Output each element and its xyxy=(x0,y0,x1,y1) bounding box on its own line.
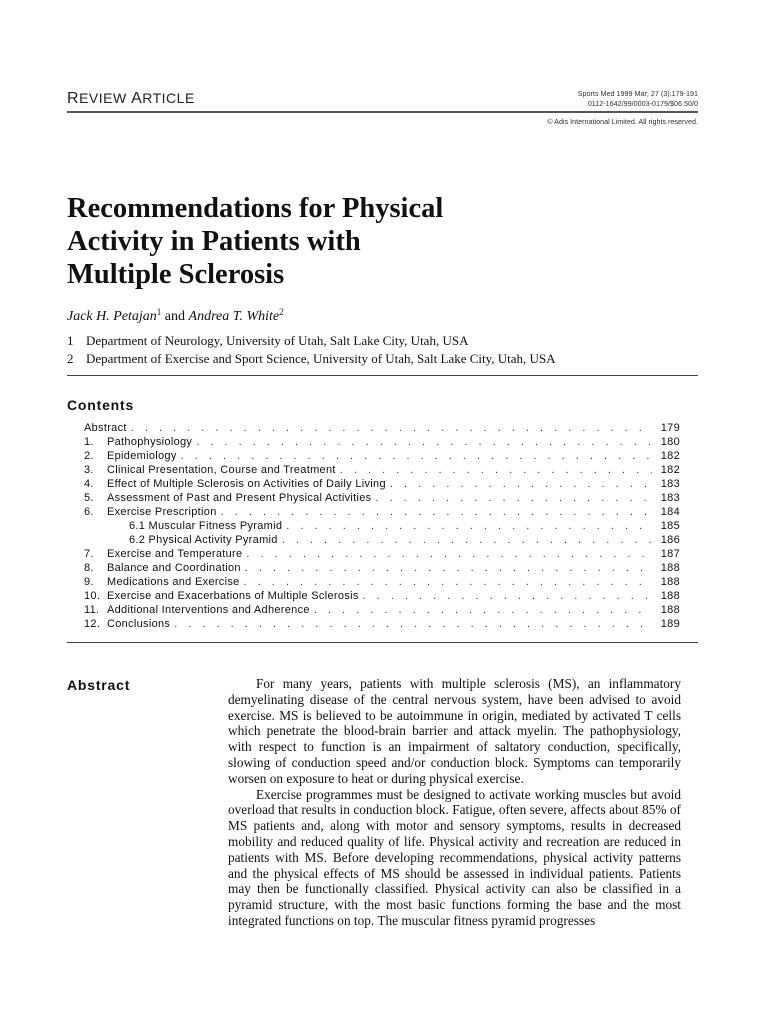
toc-entry-title: 6.2 Physical Activity Pyramid xyxy=(129,534,278,546)
toc-entry-number: 6. xyxy=(84,506,94,518)
toc-entry-number: 8. xyxy=(84,562,94,574)
copyright-notice: © Adis International Limited. All rights reserved. xyxy=(547,117,698,126)
toc-entry-title: Exercise and Temperature xyxy=(107,548,243,560)
toc-entry-title: Exercise and Exacerbations of Multiple Sclerosis xyxy=(107,590,359,602)
toc-leader-dots xyxy=(286,519,652,533)
toc-entry[interactable] xyxy=(84,491,680,505)
toc-page-number: 179 xyxy=(660,422,680,434)
toc-entry-number: 10. xyxy=(84,590,101,602)
toc-page-number: 188 xyxy=(660,576,680,588)
abstract-body xyxy=(228,676,681,929)
toc-entry-number: 11. xyxy=(84,604,100,616)
affiliation xyxy=(67,350,556,368)
author-affiliation-marker: 1 xyxy=(156,307,162,317)
toc-leader-dots xyxy=(282,533,652,547)
affiliations xyxy=(67,332,556,368)
toc-leader-dots xyxy=(244,575,652,589)
toc-entry-title: Balance and Coordination xyxy=(107,562,241,574)
toc-entry[interactable] xyxy=(84,421,680,435)
author-name: Jack H. Petajan xyxy=(67,309,157,324)
toc-entry-title: Assessment of Past and Present Physical Activities xyxy=(107,492,372,504)
toc-page-number: 183 xyxy=(660,492,680,504)
toc-entry[interactable] xyxy=(84,477,680,491)
affiliation-text: Department of Exercise and Sport Science, University of Utah, Salt Lake City, Utah, USA xyxy=(86,351,556,366)
toc-entry-title: 6.1 Muscular Fitness Pyramid xyxy=(129,520,283,532)
toc-leader-dots xyxy=(340,463,652,477)
toc-leader-dots xyxy=(196,435,652,449)
toc-entry-number: 7. xyxy=(84,548,94,560)
toc-entry[interactable] xyxy=(84,547,680,561)
toc-leader-dots xyxy=(390,477,652,491)
affiliation-number: 2 xyxy=(67,351,74,366)
toc-leader-dots xyxy=(246,547,652,561)
toc-page-number: 180 xyxy=(660,436,680,448)
toc-leader-dots xyxy=(245,561,652,575)
toc-entry-number: 4. xyxy=(84,478,94,490)
author-name: Andrea T. White xyxy=(188,309,280,324)
affiliation-text: Department of Neurology, University of Utah, Salt Lake City, Utah, USA xyxy=(86,333,469,348)
toc-entry[interactable] xyxy=(84,561,680,575)
toc-page-number: 188 xyxy=(660,590,680,602)
author-affiliation-marker: 2 xyxy=(279,307,284,317)
toc-entry[interactable] xyxy=(84,617,680,631)
toc-leader-dots xyxy=(314,603,652,617)
toc-leader-dots xyxy=(131,421,652,435)
toc-page-number: 185 xyxy=(660,520,680,532)
toc-page-number: 182 xyxy=(660,464,680,476)
toc-entry[interactable] xyxy=(84,589,680,603)
toc-entry-number: 12. xyxy=(84,618,101,630)
toc-entry-number: 9. xyxy=(84,576,94,588)
toc-page-number: 189 xyxy=(660,618,680,630)
contents-heading: Contents xyxy=(67,397,135,413)
toc-entry-number: 5. xyxy=(84,492,94,504)
section-divider xyxy=(67,375,698,376)
toc-entry-number: 1. xyxy=(84,436,94,448)
toc-page-number: 183 xyxy=(660,478,680,490)
toc-entry-title: Medications and Exercise xyxy=(107,576,240,588)
toc-entry-title: Clinical Presentation, Course and Treatment xyxy=(107,464,336,476)
toc-entry-title: Conclusions xyxy=(107,618,171,630)
abstract-paragraph: Exercise programmes must be designed to activate working muscles but avoid overload that results in conduction block. Fatigue, often severe, affects about 85% of MS patients and, along with motor and sensory symptoms, results in decreased mobility and reduced quality of life. Physical activity and recreation are reduced in patients with MS. Before developing recommendations, physical activity patterns and the physical effects of MS should be assessed in individual patients. Patients may then be functionally classified. Physical activity can also be classified in a pyramid structure, with the most basic functions forming the base and the most integrated functions on top. The muscular fitness pyramid progresses xyxy=(228,786,681,928)
toc-entry-title: Exercise Prescription xyxy=(107,506,217,518)
toc-entry-number: 2. xyxy=(84,450,94,462)
toc-page-number: 184 xyxy=(660,506,680,518)
toc-entry[interactable] xyxy=(84,575,680,589)
author-line xyxy=(67,307,284,325)
toc-leader-dots xyxy=(181,449,652,463)
toc-page-number: 186 xyxy=(660,534,680,546)
toc-entry[interactable] xyxy=(84,603,680,617)
toc-entry-title: Abstract xyxy=(84,422,127,434)
toc-entry[interactable] xyxy=(84,449,680,463)
title-line: Multiple Sclerosis xyxy=(67,259,285,290)
citation-info xyxy=(578,89,698,109)
article-type-label: REVIEW ARTICLE xyxy=(67,90,195,107)
toc-entry-title: Epidemiology xyxy=(107,450,177,462)
header-divider xyxy=(67,111,698,113)
toc-subentry[interactable] xyxy=(84,519,680,533)
title-line: Activity in Patients with xyxy=(67,226,361,257)
author-connector: and xyxy=(161,309,189,324)
toc-leader-dots xyxy=(363,589,652,603)
article-title xyxy=(67,192,627,291)
toc-entry[interactable] xyxy=(84,505,680,519)
title-line: Recommendations for Physical xyxy=(67,193,444,224)
toc-entry[interactable] xyxy=(84,435,680,449)
abstract-paragraph: For many years, patients with multiple sclerosis (MS), an inflammatory demyelinating disease of the central nervous system, have been advised to avoid exercise. MS is believed to be autoimmune in origin, mediated by activated T cells which penetrate the blood-brain barrier and attack myelin. The pathophysiology, with respect to function is an impairment of saltatory conduction, specifically, slowing of conduction speed and/or conduction block. Symptoms can temporarily worsen on exposure to heat or during physical exercise. xyxy=(228,676,681,786)
abstract-heading: Abstract xyxy=(67,677,131,693)
affiliation-number: 1 xyxy=(67,333,74,348)
citation-line: 0112-1642/99/0003-0179/$06.50/0 xyxy=(587,99,698,108)
toc-entry-title: Pathophysiology xyxy=(107,436,193,448)
toc-page-number: 188 xyxy=(660,604,680,616)
toc-leader-dots xyxy=(221,505,652,519)
toc-entry-title: Effect of Multiple Sclerosis on Activities of Daily Living xyxy=(107,478,386,490)
toc-page-number: 182 xyxy=(660,450,680,462)
section-divider xyxy=(67,642,698,643)
toc-leader-dots xyxy=(375,491,652,505)
toc-entry-title: Additional Interventions and Adherence xyxy=(107,604,310,616)
toc-page-number: 187 xyxy=(660,548,680,560)
citation-line: Sports Med 1999 Mar; 27 (3):179-191 xyxy=(577,89,698,98)
table-of-contents xyxy=(84,421,680,631)
toc-entry[interactable] xyxy=(84,463,680,477)
toc-page-number: 188 xyxy=(660,562,680,574)
affiliation xyxy=(67,332,556,350)
toc-subentry[interactable] xyxy=(84,533,680,547)
toc-leader-dots xyxy=(174,617,652,631)
toc-entry-number: 3. xyxy=(84,464,94,476)
